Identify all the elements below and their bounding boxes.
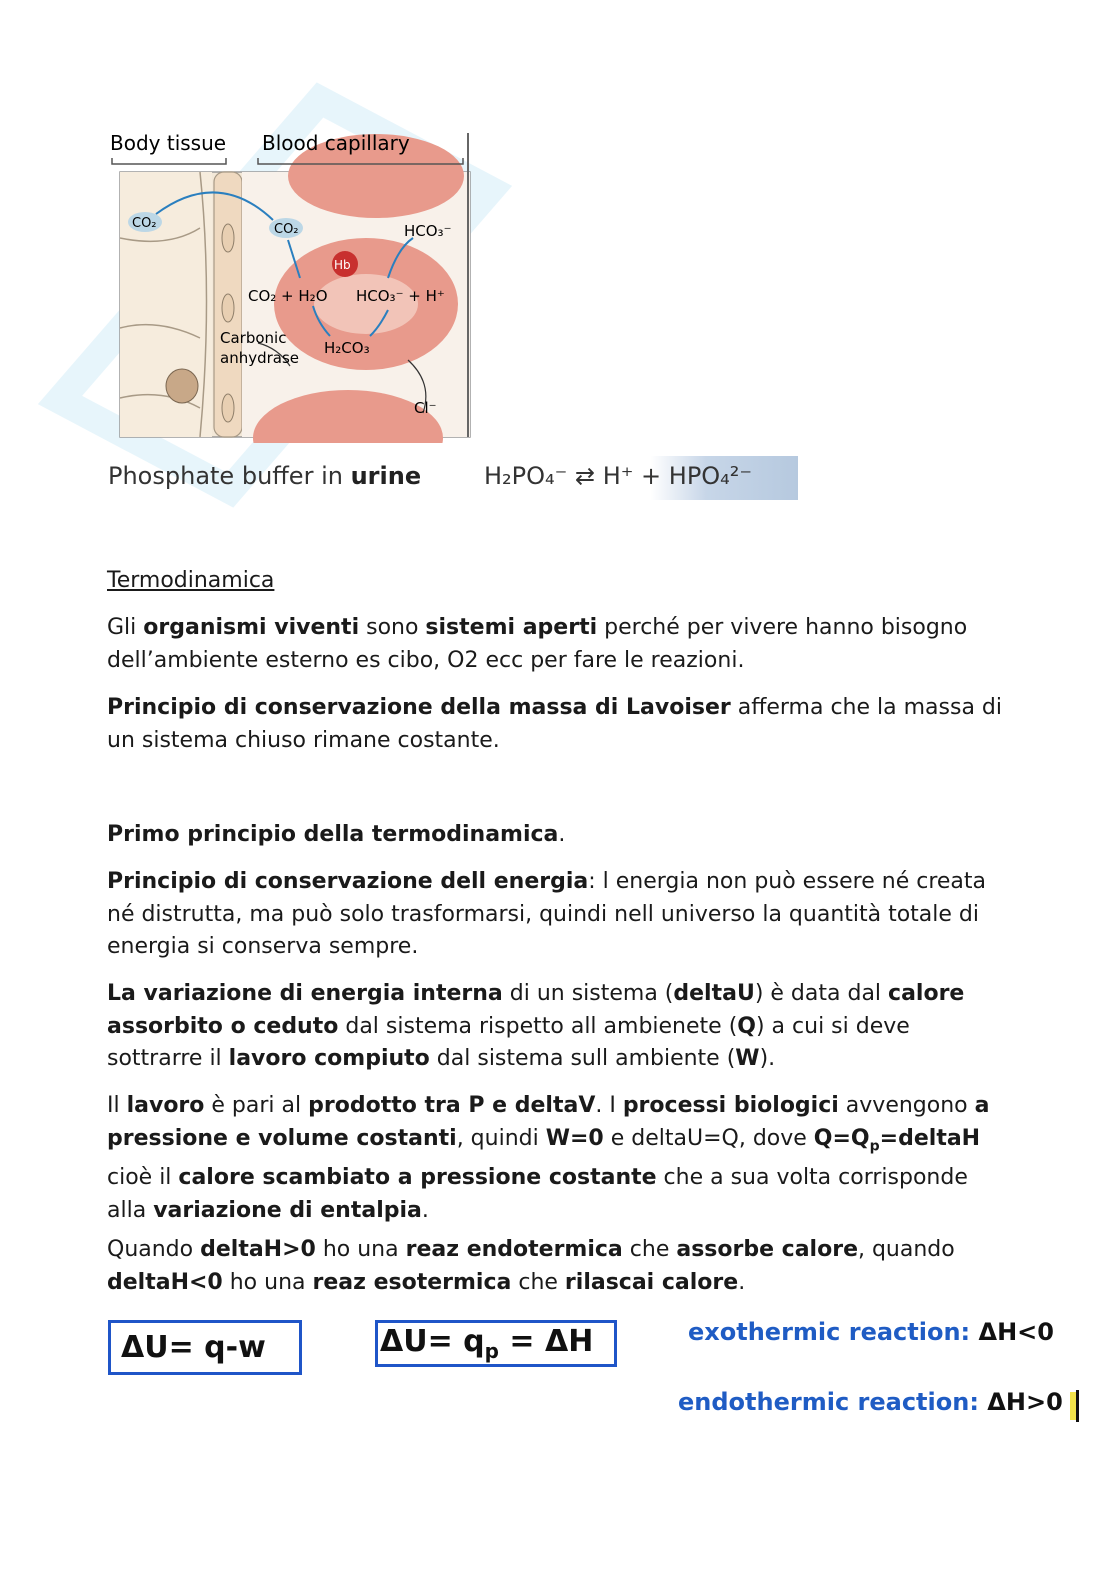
paragraph-internal-energy: La variazione di energia interna di un sistema (deltaU) è data dal calore assorbito o ceduto dal sistema rispetto all ambienete (Q) a cui si deve sottrarre il lavoro compiuto dal sistema sull ambiente (W). [107,981,965,1071]
label-hb: Hb [334,258,351,272]
label-co2-cell: CO₂ [274,222,299,237]
paragraph-lavoisier: Principio di conservazione della massa di Lavoiser afferma che la massa di un sistema chiuso rimane costante. [107,695,1003,753]
label-co2-tissue: CO₂ [132,216,157,231]
paragraph-first-law: Primo principio della termodinamica. [107,822,566,847]
buffer-equation: H₂PO₄⁻ ⇄ H⁺ + HPO₄²⁻ [484,462,753,490]
label-reaction-left: CO₂ + H₂O [248,287,328,305]
paragraph-open-systems: Gli organismi viventi sono sistemi aperti perché per vivere hanno bisogno dell’ambiente esterno es cibo, O2 ecc per fare le reazioni. [107,615,968,673]
section-title: Termodinamica [107,568,275,593]
phosphate-buffer-line [108,456,798,502]
paragraph-energy-conservation: Principio di conservazione dell energia: l energia non può essere né creata né distrutta, ma può solo trasformarsi, quindi nell universo la quantità totale di energia si conserva sempre. [107,869,987,959]
formula-box-enthalpy: $\Delta U= q_p = \Delta H$ [375,1320,617,1367]
formula-box-first-law: ΔU= q-w [108,1320,302,1375]
label-enzyme-line2: anhydrase [220,349,300,367]
exothermic-label: exothermic reaction: ΔH<0 [688,1318,1054,1346]
header-blood-capillary: Blood capillary [262,131,410,155]
label-hco3-top: HCO₃⁻ [404,222,452,240]
label-chloride: Cl⁻ [414,399,437,417]
label-reaction-right: HCO₃⁻ + H⁺ [356,287,445,305]
text-cursor [1076,1390,1079,1422]
label-carbonic-acid: H₂CO₃ [324,339,370,357]
buffer-caption: Phosphate buffer in urine [108,462,422,490]
endothermic-label: endothermic reaction: ΔH>0 [678,1388,1063,1416]
paragraph-endo-exo: Quando deltaH>0 ho una reaz endotermica che assorbe calore, quando deltaH<0 ho una reaz esotermica che rilascai calore. [107,1237,955,1295]
header-body-tissue: Body tissue [110,131,227,155]
co2-transport-diagram [108,128,473,443]
paragraph-work-enthalpy: Il lavoro è pari al prodotto tra P e deltaV. I processi biologici avvengono a pressione e volume costanti, quindi W=0 e deltaU=Q, dove $Q=Q_p=deltaH$ cioè il calore scambiato a pressione costante che a sua volta corrisponde alla variazione di entalpia. [107,1093,990,1223]
label-enzyme-line1: Carbonic [220,329,287,347]
